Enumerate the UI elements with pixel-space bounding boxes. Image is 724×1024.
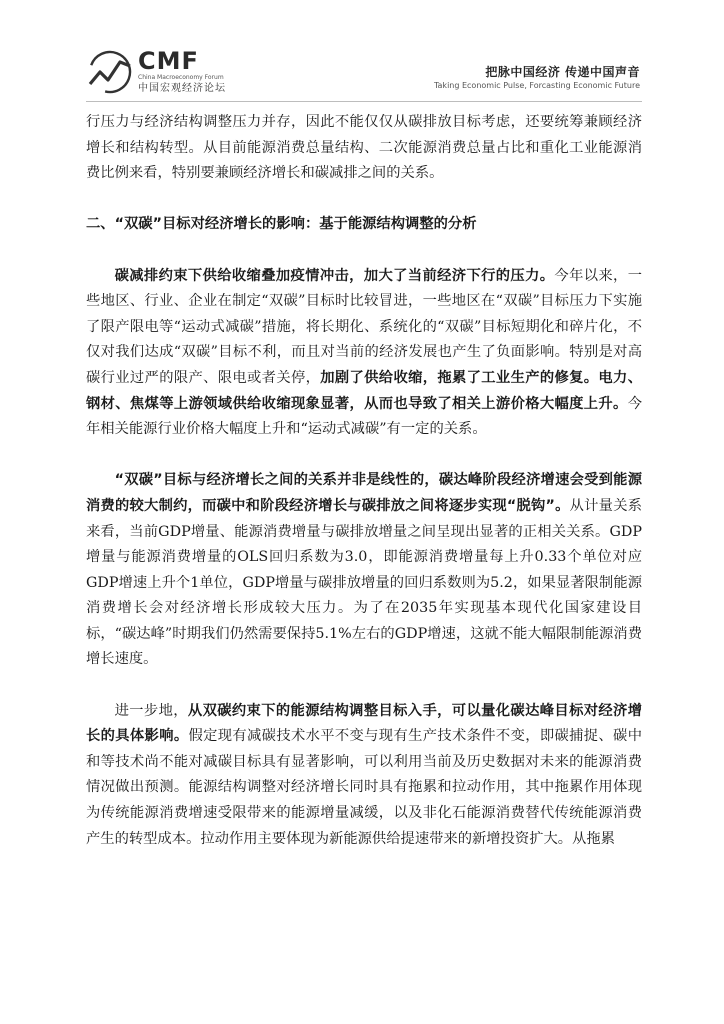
header-divider [86, 101, 642, 102]
paragraph-1 [86, 264, 642, 443]
cmf-logo [86, 48, 256, 98]
slogan-cn: 把脉中国经济 传递中国声音 [485, 65, 640, 79]
body-text: 今年以来，一些地区、行业、企业在制定“双碳”目标时比较冒进，一些地区在“双碳”目标压力下实施了限产限电等“运动式减碳”措施，将长期化、系统化的“双碳”目标短期化和碎片化，不仅对我们达成“双碳”目标不利，而且对当前的经济发展也产生了负面影响。特别是对高碳行业过严的限产、限电或者关停， [86, 267, 643, 386]
logo-wordmark: CMF [138, 47, 199, 75]
header-slogan [434, 64, 640, 91]
section-heading: 二、“双碳”目标对经济增长的影响：基于能源结构调整的分析 [86, 216, 477, 233]
paragraph-2 [86, 468, 642, 673]
cmf-logo-icon [86, 50, 134, 94]
logo-subtitle-cn: 中国宏观经济论坛 [138, 83, 226, 94]
bold-text: 从双碳约束下的能源结构调整目标入手，可以量化碳达峰目标对经济增长的具体影响。 [86, 702, 643, 745]
page-header [0, 0, 724, 104]
bold-text: 碳减排约束下供给收缩叠加疫情冲击，加大了当前经济下行的压力。 [114, 267, 555, 284]
body-text: 从计量关系来看，当前GDP增量、能源消费增量与碳排放增量之间呈现出显著的正相关关系。GDP增量与能源消费增量的OLS回归系数为3.0，即能源消费增量每上升0.33个单位对应GDP增速上升个1单位，GDP增量与碳排放增量的回归系数则为5.2，如果显著限制能源消费增长会对经济增长形成较大压力。为了在2035年实现基本现代化国家建设目标，“碳达峰”时期我们仍然需要保持5.1%左右的GDP增速，这就不能大幅限制能源消费增长速度。 [86, 497, 643, 668]
bold-text: 加剧了供给收缩，拖累了工业生产的修复。电力、钢材、焦煤等上游领域供给收缩现象显著，从而也导致了相关上游价格大幅度上升。 [86, 369, 642, 412]
slogan-en: Taking Economic Pulse, Forcasting Economic Future [433, 81, 640, 90]
body-text: 进一步地， [114, 702, 188, 719]
bold-text: “双碳”目标与经济增长之间的关系并非是线性的，碳达峰阶段经济增速会受到能源消费的较大制约，而碳中和阶段经济增长与碳排放之间将逐步实现“脱钩”。 [86, 472, 642, 514]
logo-subtitle-en: China Macroeconomy Forum [138, 74, 224, 81]
paragraph-3 [86, 699, 642, 853]
body-text: 今年相关能源行业价格大幅度上升和“运动式减碳”有一定的关系。 [86, 395, 642, 438]
document-body [86, 110, 642, 852]
body-text: 假定现有减碳技术水平不变与现有生产技术条件不变，即碳捕捉、碳中和等技术尚不能对减碳目标具有显著影响，可以利用当前及历史数据对未来的能源消费情况做出预测。能源结构调整对经济增长同时具有拖累和拉动作用，其中拖累作用体现为传统能源消费增速受限带来的能源增量减缓，以及非化石能源消费替代传统能源消费产生的转型成本。拉动作用主要体现为新能源供给提速带来的新增投资扩大。从拖累 [86, 728, 642, 847]
paragraph-continued: 行压力与经济结构调整压力并存，因此不能仅仅从碳排放目标考虑，还要统筹兼顾经济增长和结构转型。从目前能源消费总量结构、二次能源消费总量占比和重化工业能源消费比例来看，特别要兼顾经济增长和碳减排之间的关系。 [86, 114, 642, 182]
